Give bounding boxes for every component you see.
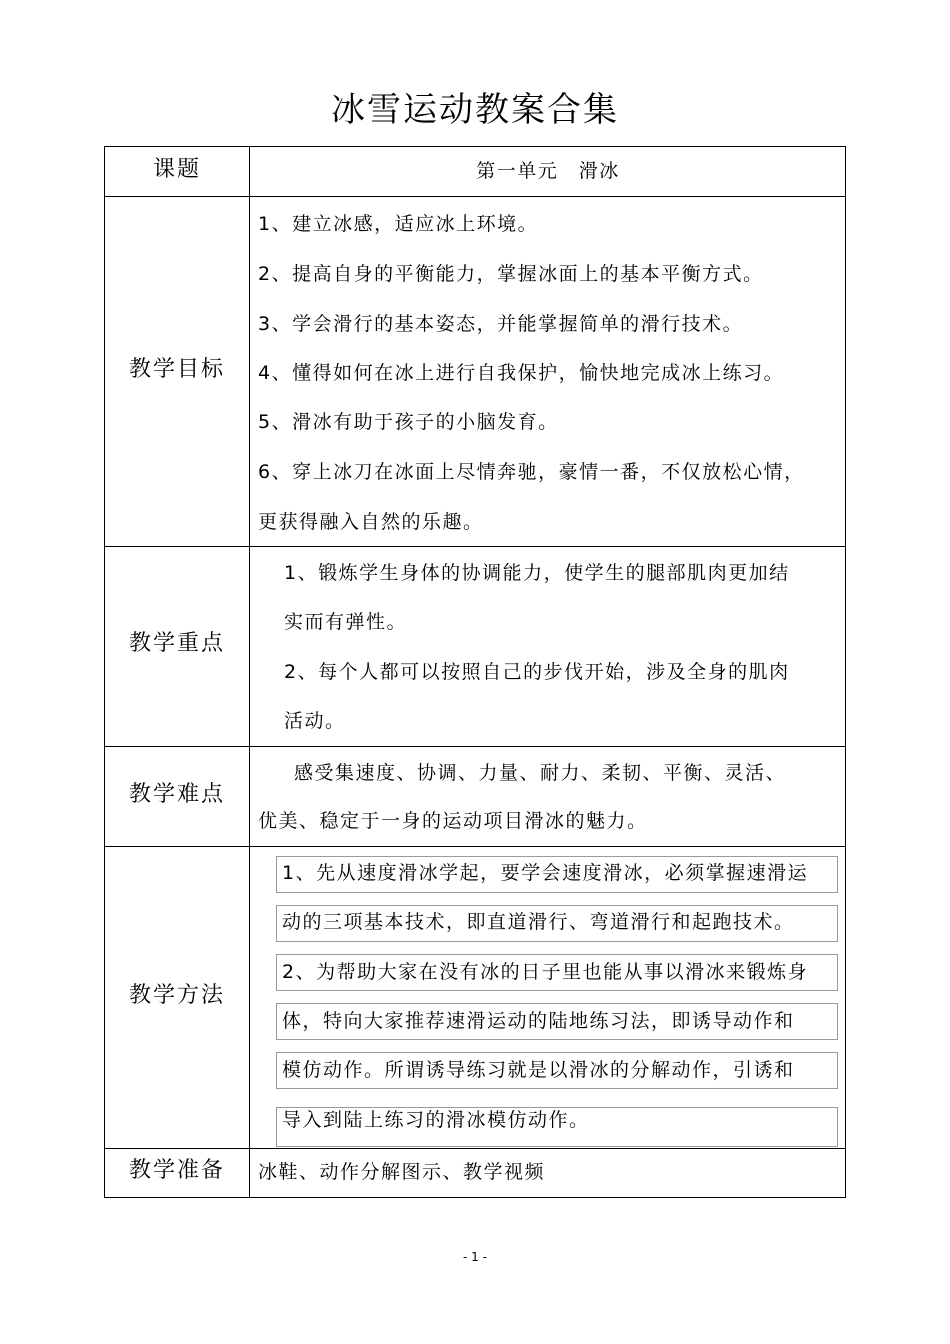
methods-line: 2、为帮助大家在没有冰的日子里也能从事以滑冰来锻炼身	[282, 961, 809, 983]
topic-label: 课题	[152, 157, 201, 182]
topic-value: 第一单元 滑冰	[476, 160, 620, 182]
goals-line: 4、懂得如何在冰上进行自我保护，愉快地完成冰上练习。	[258, 362, 785, 384]
row-divider	[104, 196, 846, 197]
methods-line: 模仿动作。所谓诱导练习就是以滑冰的分解动作，引诱和	[282, 1059, 795, 1081]
lesson-plan-table	[104, 146, 846, 1198]
key-points-line: 2、每个人都可以按照自己的步伐开始，涉及全身的肌肉	[284, 661, 790, 683]
goals-line: 2、提高自身的平衡能力，掌握冰面上的基本平衡方式。	[258, 263, 764, 285]
key-points-line: 实而有弹性。	[284, 611, 408, 633]
difficulties-label: 教学难点	[128, 782, 225, 807]
table-border-bottom	[104, 1197, 846, 1198]
methods-line: 1、先从速度滑冰学起，要学会速度滑冰，必须掌握速滑运	[282, 862, 809, 884]
goals-line: 5、滑冰有助于孩子的小脑发育。	[258, 411, 559, 433]
row-divider	[104, 1148, 846, 1149]
methods-line: 动的三项基本技术，即直道滑行、弯道滑行和起跑技术。	[282, 911, 795, 933]
preparation-value: 冰鞋、动作分解图示、教学视频	[258, 1161, 546, 1183]
table-border-top	[104, 146, 846, 147]
difficulties-line: 优美、稳定于一身的运动项目滑冰的魅力。	[258, 810, 648, 832]
goals-line: 6、穿上冰刀在冰面上尽情奔驰，豪情一番，不仅放松心情，	[258, 461, 805, 483]
key-points-line: 活动。	[284, 710, 346, 732]
difficulties-line: 感受集速度、协调、力量、耐力、柔韧、平衡、灵活、	[294, 762, 787, 784]
row-divider	[104, 546, 846, 547]
goals-label: 教学目标	[128, 357, 225, 382]
table-border-left	[104, 146, 105, 1198]
table-column-divider	[249, 146, 250, 1198]
row-divider	[104, 846, 846, 847]
document-title: 冰雪运动教案合集	[331, 90, 619, 130]
preparation-label: 教学准备	[128, 1158, 225, 1183]
methods-label: 教学方法	[128, 983, 225, 1008]
goals-line: 更获得融入自然的乐趣。	[258, 511, 484, 533]
page-number: - 1 -	[463, 1250, 487, 1264]
row-divider	[104, 746, 846, 747]
key-points-label: 教学重点	[128, 631, 225, 656]
goals-line: 3、学会滑行的基本姿态，并能掌握简单的滑行技术。	[258, 313, 744, 335]
methods-line: 体，特向大家推荐速滑运动的陆地练习法，即诱导动作和	[282, 1010, 795, 1032]
key-points-line: 1、锻炼学生身体的协调能力，使学生的腿部肌肉更加结	[284, 562, 790, 584]
methods-line: 导入到陆上练习的滑冰模仿动作。	[282, 1109, 590, 1131]
table-border-right	[845, 146, 846, 1198]
goals-line: 1、建立冰感，适应冰上环境。	[258, 213, 539, 235]
